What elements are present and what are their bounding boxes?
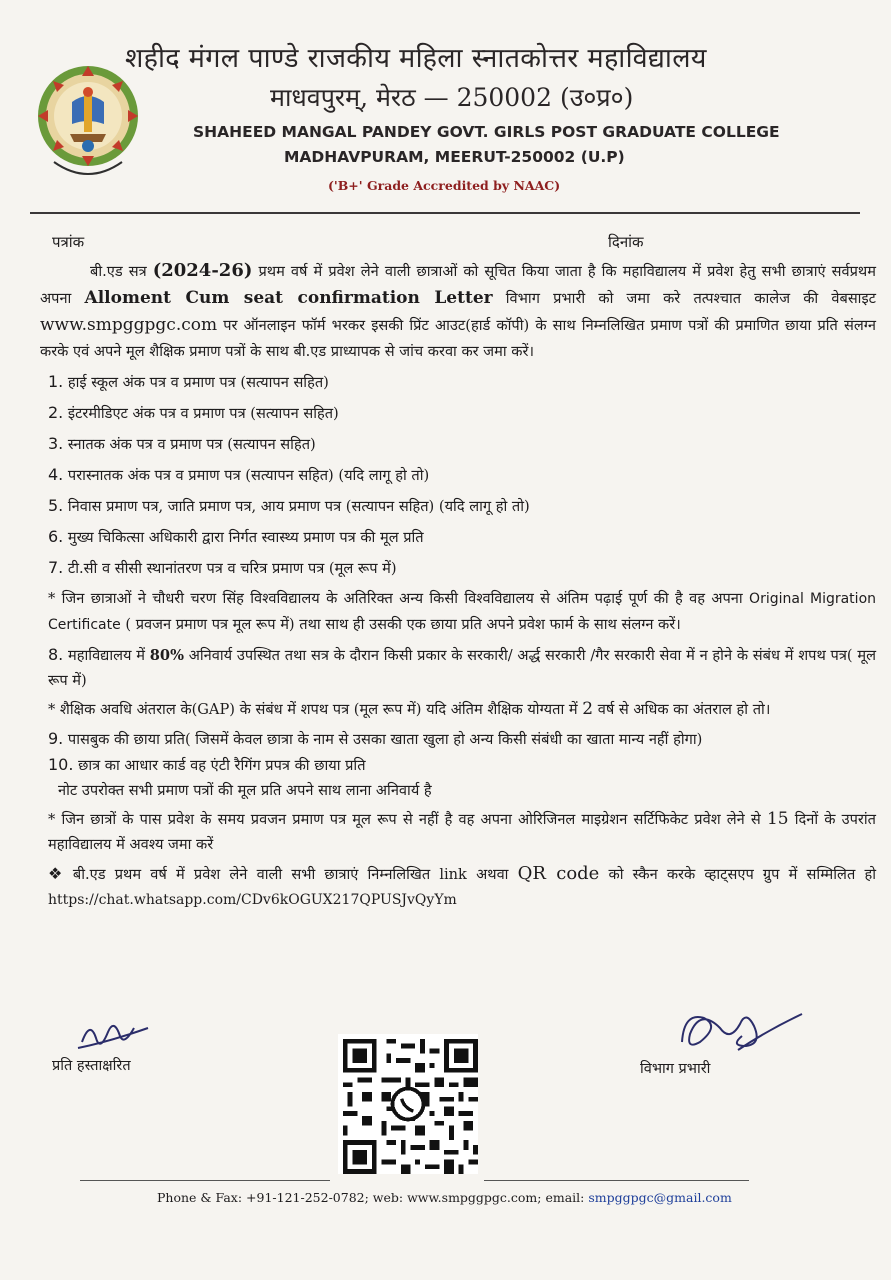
whatsapp-group-link[interactable]: https://chat.whatsapp.com/CDv6kOGUX217QPUSJvQyYm <box>48 892 457 908</box>
attendance-item <box>48 642 876 693</box>
gap-text-2: वर्ष से अधिक का अंतराल हो तो। <box>593 701 771 718</box>
date-label: दिनांक <box>608 233 644 251</box>
list-item <box>48 369 876 395</box>
intro-text-3: विभाग प्रभारी को जमा करे तत्पश्चात कालेज की वेबसाइट <box>492 290 876 307</box>
item-number: 6. <box>48 527 64 546</box>
contact-footer <box>157 1190 732 1205</box>
intro-text-2: प्रथम वर्ष में प्रवेश लेने वाली छात्राओं को सूचित किया जाता है कि महाविद्यालय में प्रवेश हेतु सभी छात्राएं सर्वप्रथम अपना <box>40 263 876 307</box>
department-head-signature-icon <box>668 1002 808 1062</box>
passbook-text: पासबुक की छाया प्रति( जिसमें केवल छात्रा के नाम से उसका खाता खुला हो अन्य किसी संबंधी का खाता मान्य नहीं होगा) <box>67 731 703 748</box>
whatsapp-text-1: बी.एड प्रथम वर्ष में प्रवेश लेने वाली सभी छात्राएं निम्नलिखित <box>72 866 440 883</box>
attendance-percent: 80% <box>149 647 184 664</box>
college-emblem-icon <box>34 62 142 188</box>
list-item <box>48 524 876 550</box>
item-text: इंटरमीडिएट अंक पत्र व प्रमाण पत्र (सत्यापन सहित) <box>67 405 339 422</box>
item-number: 8. <box>48 645 64 664</box>
college-name-hindi: शहीद मंगल पाण्डे राजकीय महिला स्नातकोत्तर महाविद्यालय <box>125 43 707 74</box>
item-text: परास्नातक अंक पत्र व प्रमाण पत्र (सत्यापन सहित) (यदि लागू हो तो) <box>67 467 430 484</box>
item-number: 10. <box>48 755 74 774</box>
intro-paragraph <box>40 258 876 365</box>
list-item <box>48 493 876 519</box>
header-divider <box>30 212 860 214</box>
whatsapp-text-2: अथवा <box>466 866 518 883</box>
allotment-letter-name: Alloment Cum seat confirmation Letter <box>84 288 493 308</box>
item-text: टी.सी व सीसी स्थानांतरण पत्र व चरित्र प्रमाण पत्र (मूल रूप में) <box>67 560 397 577</box>
list-item <box>48 462 876 488</box>
contact-email[interactable]: smpggpgc@gmail.com <box>588 1190 732 1205</box>
item-number: 5. <box>48 496 64 515</box>
footer-divider-right <box>484 1180 749 1181</box>
migration-note <box>48 586 876 638</box>
document-list <box>40 369 876 581</box>
migration-certificate-term: Original Migration Certificate <box>48 591 877 633</box>
item-number: 3. <box>48 434 64 453</box>
countersign-signature-icon <box>60 1012 170 1057</box>
item-number: 4. <box>48 465 64 484</box>
item-number: 9. <box>48 729 64 748</box>
gap-years: 2 <box>582 699 594 719</box>
list-item <box>48 555 876 581</box>
item-number: 7. <box>48 558 64 577</box>
contact-details: Phone & Fax: +91-121-252-0782; web: www.smpggpgc.com; email: <box>157 1190 589 1205</box>
item-text: मुख्य चिकित्सा अधिकारी द्वारा निर्गत स्वास्थ्य प्रमाण पत्र की मूल प्रति <box>67 529 424 546</box>
migration-text-1: * जिन छात्राओं ने चौधरी चरण सिंह विश्वविद्यालय के अतिरिक्त अन्य किसी विश्वविद्यालय से अंतिम पढ़ाई पूर्ण की है वह अपना <box>48 590 750 607</box>
college-address-english: MADHAVPURAM, MEERUT-250002 (U.P) <box>284 148 625 166</box>
countersigned-label: प्रति हस्ताक्षरित <box>52 1058 131 1074</box>
item-number: 2. <box>48 403 64 422</box>
intro-text-1: बी.एड सत्र <box>90 263 153 280</box>
aadhaar-item <box>48 752 876 778</box>
item-number: 1. <box>48 372 64 391</box>
naac-accreditation: ('B+' Grade Accredited by NAAC) <box>328 178 561 193</box>
migration-text-2: ( प्रवजन प्रमाण पत्र मूल रूप में) तथा साथ ही उसकी एक छाया प्रति अपने प्रवेश फार्म के साथ संलग्न करें। <box>120 616 681 633</box>
gap-text-1: * शैक्षिक अवधि अंतराल के(GAP) के संबंध में शपथ पत्र (मूल रूप में) यदि अंतिम शैक्षिक योग्यता में <box>48 701 583 718</box>
late-migration-days: 15 <box>766 809 789 829</box>
list-item <box>48 431 876 457</box>
late-migration-text-1: * जिन छात्रों के पास प्रवेश के समय प्रवजन प्रमाण पत्र मूल रूप से नहीं है वह अपना ओरिजिनल माइग्रेशन सर्टिफिकेट प्रवेश लेने से <box>48 811 767 828</box>
whatsapp-note <box>48 861 876 913</box>
notice-body <box>40 258 876 913</box>
late-migration-note <box>48 807 876 857</box>
intro-text-4: पर ऑनलाइन फॉर्म भरकर इसकी प्रिंट आउट(हार्ड कॉपी) के साथ निम्नलिखित प्रमाण पत्रों की प्रमाणित छाया प्रति संलग्न करके एवं अपने मूल शैक्षिक प्रमाण पत्रों के साथ बी.एड प्राध्यापक से जांच करवा कर जमा करें। <box>40 317 876 360</box>
college-address-hindi: माधवपुरम्, मेरठ — 250002 (उ०प्र०) <box>270 83 634 112</box>
whatsapp-link-word: link <box>439 866 467 883</box>
list-item <box>48 400 876 426</box>
session-years: (2024-26) <box>152 260 253 281</box>
original-docs-note: नोट उपरोक्त सभी प्रमाण पत्रों की मूल प्रति अपने साथ लाना अनिवार्य है <box>58 782 432 799</box>
aadhaar-text: छात्र का आधार कार्ड वह एंटी रैगिंग प्रपत्र की छाया प्रति <box>78 757 366 774</box>
gap-note <box>48 697 876 722</box>
whatsapp-text-3: को स्कैन करके व्हाट्सएप ग्रुप में सम्मिलित हो <box>599 866 876 883</box>
attendance-text-2: अनिवार्य उपस्थित तथा सत्र के दौरान किसी प्रकार के सरकारी/ अर्द्ध सरकारी /गैर सरकारी सेवा में न होने के संबंध में शपथ पत्र( मूल रूप में) <box>48 647 876 689</box>
footer-divider-left <box>80 1180 330 1181</box>
whatsapp-qr-code-icon[interactable] <box>338 1034 478 1174</box>
department-head-label: विभाग प्रभारी <box>640 1061 711 1077</box>
diamond-bullet-icon: ❖ <box>48 864 67 883</box>
late-migration-text-2: दिनों के उपरांत महाविद्यालय में अवश्य जमा करें <box>48 811 876 853</box>
college-website[interactable]: www.smpggpgc.com <box>40 315 218 335</box>
item-text: स्नातक अंक पत्र व प्रमाण पत्र (सत्यापन सहित) <box>67 436 316 453</box>
qr-code-term: QR code <box>517 863 600 884</box>
passbook-item <box>48 726 876 752</box>
item-text: हाई स्कूल अंक पत्र व प्रमाण पत्र (सत्यापन सहित) <box>67 374 329 391</box>
ref-number-label: पत्रांक <box>52 233 85 251</box>
college-name-english: SHAHEED MANGAL PANDEY GOVT. GIRLS POST GRADUATE COLLEGE <box>193 123 780 141</box>
attendance-text-1: महाविद्यालय में <box>63 647 150 664</box>
item-text: निवास प्रमाण पत्र, जाति प्रमाण पत्र, आय प्रमाण पत्र (सत्यापन सहित) (यदि लागू हो तो) <box>67 498 530 515</box>
